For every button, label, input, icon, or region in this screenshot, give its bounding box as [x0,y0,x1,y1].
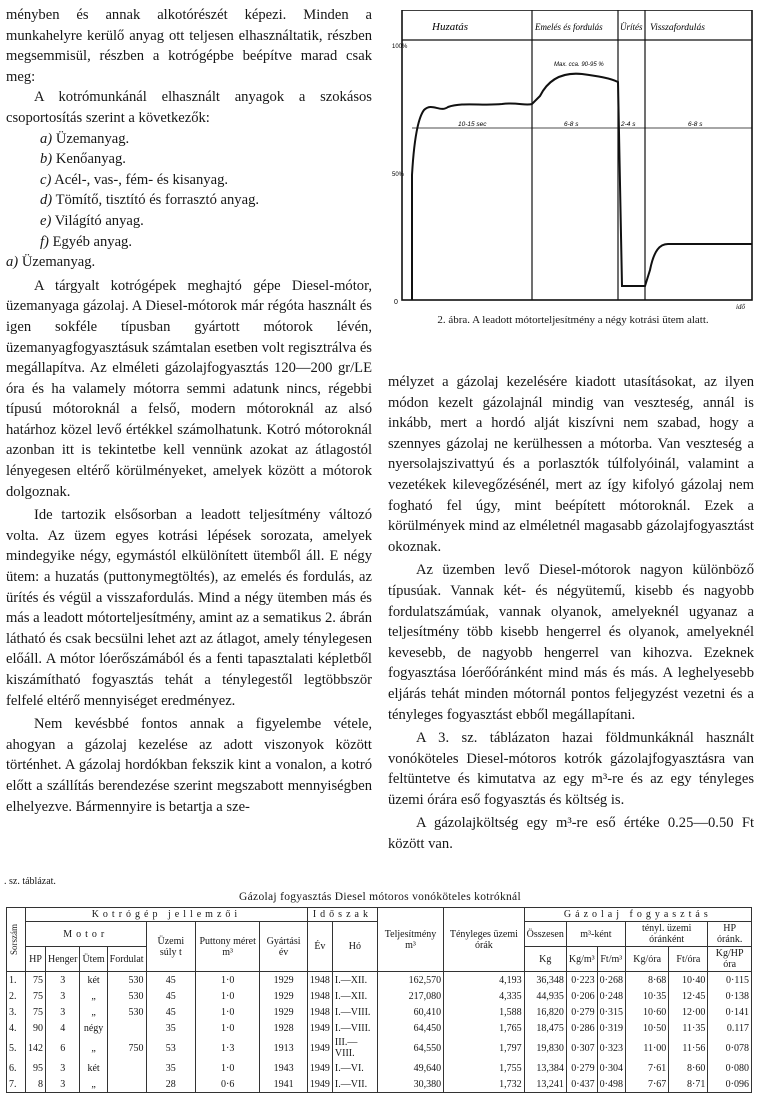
table-cell: 60,410 [377,1004,443,1020]
y-label: 100% [392,44,408,50]
peak-label: Max. cca. 90-95 % [554,62,604,68]
list-letter: a) [40,130,53,147]
duration-label: 10-15 sec [458,121,487,128]
table-cell: 0·307 [566,1036,597,1060]
paragraph: A kotrómunkánál elhasznált anyagok a szokásos csoportosítás szerint a következők: [6,89,372,126]
table-cell [107,1020,146,1036]
list-letter: b) [40,151,53,168]
table-row [7,1060,752,1076]
table-cell: 45 [146,1004,196,1020]
table-cell: 90 [26,1020,46,1036]
table-cell: 5. [7,1036,26,1060]
x-label: idő [736,303,745,310]
table-cell: I.—VIII. [332,1004,377,1020]
header-cell: Kg [524,947,566,972]
header-cell: Fordulat [107,947,146,972]
table-cell: 3 [46,988,80,1004]
paragraph: A 3. sz. táblázaton hazai földmunkáknál használt vonóköteles Diesel-mótoros kotrók gázolajfogyasztásra van feltüntetve és kimutatva az egy m³-re és az egy tényleges üzemi órára eső fogyasztás és költség is. [388,730,754,808]
table-cell: 8·68 [625,972,668,989]
table-cell: 28 [146,1076,196,1093]
table-cell: 64,550 [377,1036,443,1060]
list-item [6,232,372,253]
table-cell: 0·080 [708,1060,752,1076]
table-cell: 49,640 [377,1060,443,1076]
table-cell: I.—XII. [332,972,377,989]
table-cell: I.—VIII. [332,1020,377,1036]
table-cell: 75 [26,1004,46,1020]
table-cell: 0·078 [708,1036,752,1060]
table-row [7,1020,752,1036]
power-diagram [392,10,754,310]
table-cell: két [80,1060,107,1076]
header-cell: Hó [332,922,377,972]
table-cell: 1,765 [444,1020,525,1036]
table-cell: 0·138 [708,988,752,1004]
table-cell: 10·40 [669,972,708,989]
table-cell: 30,380 [377,1076,443,1093]
table-cell: 1949 [307,1076,332,1093]
table-cell: I.—VI. [332,1060,377,1076]
table-cell: 3 [46,1004,80,1020]
table-cell: 1·3 [196,1036,260,1060]
diagram-frame [402,10,752,300]
table-cell: 1913 [260,1036,308,1060]
header-cell: Kg/HP óra [708,947,752,972]
right-column [388,372,754,855]
header-cell: Kotrógép jellemzői [26,908,308,922]
table-cell: 1948 [307,988,332,1004]
table-cell: „ [80,1004,107,1020]
duration-label: 2-4 s [621,121,636,128]
y-label: 50% [392,172,405,178]
left-column [6,5,372,817]
table-cell: 0·315 [597,1004,625,1020]
table-body [7,972,752,1093]
table-row [7,1036,752,1060]
table-cell: 0·206 [566,988,597,1004]
table-cell: 1,732 [444,1076,525,1093]
table-cell: 13,241 [524,1076,566,1093]
table-cell: 4,335 [444,988,525,1004]
list-letter: e) [40,212,52,229]
table-cell: 7. [7,1076,26,1093]
consumption-table [6,907,752,1093]
table-cell: 1949 [307,1020,332,1036]
header-cell: Kg/óra [625,947,668,972]
list-item [6,211,372,232]
header-cell: Sorszám [7,908,26,972]
table-cell: 1·0 [196,972,260,989]
table-cell: 36,348 [524,972,566,989]
table-cell: 3 [46,972,80,989]
table-cell: 64,450 [377,1020,443,1036]
table-cell: 1·0 [196,1020,260,1036]
list-item [6,170,372,191]
table-cell: 8 [26,1076,46,1093]
table-cell [107,1076,146,1093]
paragraph: A gázolajköltség egy m³-re eső értéke 0.25—0.50 Ft között van. [388,815,754,853]
paragraph: Az üzemben levő Diesel-mótorok nagyon különböző típusúak. Vannak két- és négyütemű, kisebb és nagyobb fordulatszámúak, vannak olyanok, amelyeknél ugyanaz a teljesítmény több kisebb hengerrel és olyanok, amelyeknél kevesebb, de nagyobb hengerrel van kihozva. Ezeknek fogyasztása lóerőóránként mind más és más. A leghelyesebb eljárás tehát minden mótornál pontos feljegyzést vezetni és a tényleges fogyasztást ebből megállapítani. [388,562,754,723]
table-cell: 7·61 [625,1060,668,1076]
table-cell: 0·437 [566,1076,597,1093]
phase-label: Visszafordulás [650,23,705,33]
list-text: Egyéb anyag. [52,233,133,250]
list-text: Üzemanyag. [55,130,130,147]
table-cell: 0·498 [597,1076,625,1093]
table-cell: 0·223 [566,972,597,989]
header-cell: Puttony méret m³ [196,922,260,972]
table-cell: 45 [146,972,196,989]
header-cell: Összesen [524,922,566,947]
table-cell: 19,830 [524,1036,566,1060]
table-cell: 1,797 [444,1036,525,1060]
y-label: 0 [394,299,398,306]
header-cell: Ft/óra [669,947,708,972]
table-cell: 12·45 [669,988,708,1004]
table-cell: 3. [7,1004,26,1020]
header-cell: HP óránk. [708,922,752,947]
table-cell: 10·50 [625,1020,668,1036]
table-cell: 0·6 [196,1076,260,1093]
table-cell: 750 [107,1036,146,1060]
header-cell: Henger [46,947,80,972]
header-cell: tényl. üzemi óránként [625,922,707,947]
header-cell: Gázolaj fogyasztás [524,908,751,922]
table-cell: 217,080 [377,988,443,1004]
table-cell: 3 [46,1060,80,1076]
material-list [6,129,372,253]
paragraph: Nem kevésbbé fontos annak a figyelembe vétele, ahogyan a gázolaj kezelése az adott viszonyok között történhet. A gázolaj hordókban fekszik kint a vonalon, a kotró előtt a szállítás berendezése szerint megszabott mennyiségben elhelyezve. Bármennyire is betartja a sze- [6,716,372,815]
table-cell: 8·60 [669,1060,708,1076]
table-cell: „ [80,1076,107,1093]
table-cell: 1949 [307,1036,332,1060]
header-cell: Tényleges üzemi órák [444,908,525,972]
duration-label: 6-8 s [564,121,579,128]
table-cell: 35 [146,1060,196,1076]
table-cell: 12·00 [669,1004,708,1020]
table-cell: 95 [26,1060,46,1076]
table-cell: 3 [46,1076,80,1093]
table-cell: „ [80,1036,107,1060]
list-item [6,190,372,211]
table-cell: 1941 [260,1076,308,1093]
phase-label: Ürítés [620,22,643,32]
table-cell: 2. [7,988,26,1004]
list-text: Világító anyag. [54,212,144,229]
table-cell: 13,384 [524,1060,566,1076]
table-cell: 1928 [260,1020,308,1036]
table-cell: 162,570 [377,972,443,989]
table-cell: 16,820 [524,1004,566,1020]
table-cell: 1,755 [444,1060,525,1076]
paragraph: Ide tartozik elsősorban a leadott teljesítmény változó volta. Az üzem egyes kotrási lépések sorozata, amelyek mindegyike négy, egymástól elkülönített ütemből áll. E négy ütem: a huzatás (puttonymegtöltés), az emelés és fordulás, az ürítés és végül a visszafordulás. Mind a négy ütemben más és más a leadott mótorteljesítmény, amint az a sematikus 2. ábrán látható és csak becsülni lehet azt az átlagot, amely ténylegesen előáll. A mótor lóerőszámából és a fenti tapasztalati képletből kiszámítható fogyasztás tehát a ténylegestől legtöbbször felfelé eltérő mennyiséget eredményez. [6,507,372,709]
list-text: Acél-, vas-, fém- és kisanyag. [54,171,229,188]
paragraph: ményben és annak alkotórészét képezi. Minden a munkahelyre kerülő anyag ott teljesen elhasználtatik, részben megsemmisül, részben a kotrógépbe beépítve marad csak meg: [6,7,372,85]
list-item [6,149,372,170]
table-cell: 18,475 [524,1020,566,1036]
table-cell: 1948 [307,972,332,989]
table-cell: 7·67 [625,1076,668,1093]
table-cell: 0·279 [566,1060,597,1076]
table-cell: 44,935 [524,988,566,1004]
table-cell: 0·115 [708,972,752,989]
table-cell: 0·319 [597,1020,625,1036]
table-cell: 530 [107,988,146,1004]
table-cell: 35 [146,1020,196,1036]
header-cell: Kg/m³ [566,947,597,972]
figure-caption: 2. ábra. A leadott mótorteljesítmény a négy kotrási ütem alatt. [437,314,709,326]
table-cell: 1·0 [196,988,260,1004]
table-cell: 10·60 [625,1004,668,1020]
table-cell: 1943 [260,1060,308,1076]
table-cell: 1929 [260,1004,308,1020]
header-cell: Üzemi súly t [146,922,196,972]
table-cell: 1929 [260,988,308,1004]
table-cell: 0·141 [708,1004,752,1020]
table-cell: 530 [107,1004,146,1020]
table-cell: 1929 [260,972,308,989]
table-cell: 4 [46,1020,80,1036]
table-cell: 4,193 [444,972,525,989]
table-cell: 53 [146,1036,196,1060]
header-cell: Időszak [307,908,377,922]
table-number: . sz. táblázat. [4,876,56,887]
duration-label: 6-8 s [688,121,703,128]
table-cell: 0.117 [708,1020,752,1036]
table-cell: 0·268 [597,972,625,989]
table-cell: 10·35 [625,988,668,1004]
table-cell: 1,588 [444,1004,525,1020]
phase-label: Emelés és fordulás [535,22,603,32]
table-cell: 6. [7,1060,26,1076]
list-letter: d) [40,192,53,209]
phase-label: Huzatás [432,21,469,33]
table-cell: 8·71 [669,1076,708,1093]
list-text: Tömítő, tisztító és forrasztó anyag. [55,192,260,209]
table-cell: „ [80,988,107,1004]
table-row [7,1004,752,1020]
table-cell: 142 [26,1036,46,1060]
table-row [7,972,752,989]
header-cell: Ft/m³ [597,947,625,972]
table-cell: 530 [107,972,146,989]
table-cell: 4. [7,1020,26,1036]
table-cell: 1948 [307,1004,332,1020]
list-item [6,129,372,150]
list-text: Kenőanyag. [55,151,126,168]
header-cell: Gyártási év [260,922,308,972]
table-cell: 0·248 [597,988,625,1004]
table-cell: 1949 [307,1060,332,1076]
table-cell: III.—VIII. [332,1036,377,1060]
section-heading: a) Üzemanyag. [6,254,96,271]
table-cell: 1. [7,972,26,989]
header-cell: Motor [26,922,147,947]
table-cell: 75 [26,988,46,1004]
table-cell: 11·35 [669,1020,708,1036]
list-letter: c) [40,171,52,188]
table-cell [107,1060,146,1076]
header-cell: m³-ként [566,922,625,947]
list-letter: f) [40,233,49,250]
table-cell: I.—VII. [332,1076,377,1093]
table-cell: 1·0 [196,1004,260,1020]
header-cell: Teljesítmény m³ [377,908,443,972]
header-cell: HP [26,947,46,972]
table-cell: 75 [26,972,46,989]
table-cell: 45 [146,988,196,1004]
table-cell: 0·279 [566,1004,597,1020]
table-title: Gázolaj fogyasztás Diesel mótoros vonóköteles kotróknál [239,891,521,903]
table-cell: I.—XII. [332,988,377,1004]
table-cell: négy [80,1020,107,1036]
table-cell: 1·0 [196,1060,260,1076]
table-cell: 6 [46,1036,80,1060]
table-cell: 11·56 [669,1036,708,1060]
table-cell: 0·304 [597,1060,625,1076]
table-cell: két [80,972,107,989]
table-cell: 11·00 [625,1036,668,1060]
table-cell: 0·096 [708,1076,752,1093]
paragraph: A tárgyalt kotrógépek meghajtó gépe Diesel-mótor, üzemanyaga gázolaj. A Diesel-mótorok már régóta használt és igen sokféle típusban gyártott mótorok lévén, üzemanyagfogyasztásuk számtalan esetben volt regisztrálva és megállapítva. Az elméleti gázolajfogyasztás 120—200 gr/LE óra és ha valamely mótorra semmi adatunk nincs, régebbi típusú mótoroknál a felső, modern mótoroknál az alsó határhoz közel levő értékkel számolhatunk. Kotró mótoroknál azonban itt is tekintetbe kell vennünk azokat az átlagostól lényegesen eltérő körülményeket, amelyek között a mótorok dolgoznak. [6,277,372,500]
table-cell: 0·323 [597,1036,625,1060]
table-row [7,988,752,1004]
header-cell: Év [307,922,332,972]
paragraph: mélyzet a gázolaj kezelésére kiadott utasításokat, az ilyen módon kezelt gázolajnál mindig van veszteség, annál is inkább, mert a hordó alját kiszívni nem szabad, hogy a szennyes gázolaj ne kerülhessen a mótorba. Van veszteség a nyersolajszivattyú és a porlasztók túlfolyóinál, valamint a vezetékek kilevegőzésénél, mert az így kifolyó gázolaj nem fogható fel úgy, mint beépített mótoroknál. Ezek a körülmények mind az elméletnél magasabb gázolajfogyasztást okoznak. [388,374,754,555]
header-cell: Ütem [80,947,107,972]
table-row [7,1076,752,1093]
table-cell: 0·286 [566,1020,597,1036]
